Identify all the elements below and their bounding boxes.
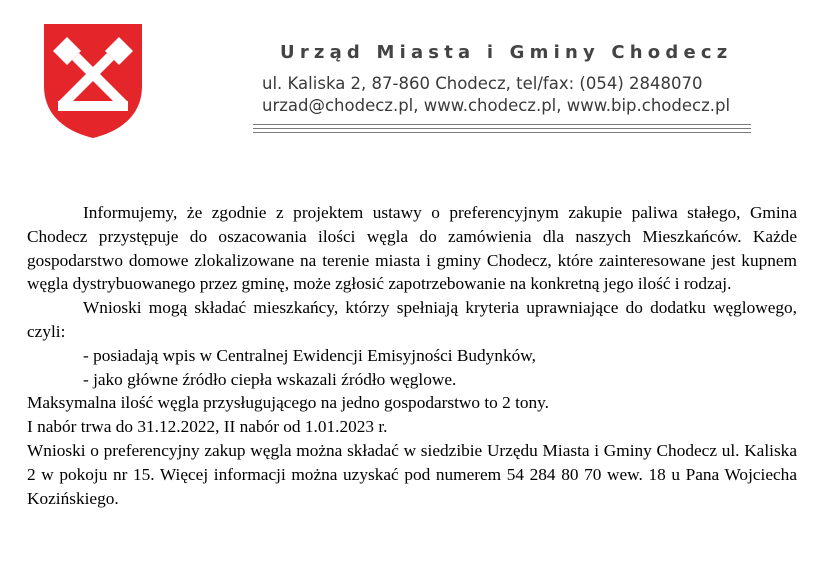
crest-base-bar bbox=[58, 101, 128, 111]
announcement-paragraph: Maksymalna ilość węgla przysługującego na jedno gospodarstwo to 2 tony. bbox=[27, 393, 550, 413]
announcement-paragraph: Wnioski mogą składać mieszkańcy, którzy spełniają kryteria uprawniające do dodatku węglowego, czyli: bbox=[27, 298, 797, 341]
criteria-list-item: - jako główne źródło ciepła wskazali źródło węglowe. bbox=[83, 369, 457, 389]
announcement-paragraph: Informujemy, że zgodnie z projektem ustawy o preferencyjnym zakupie paliwa stałego, Gmina Chodecz przystępuje do oszacowania ilości węgla do zamówienia dla naszych Mieszkańców. Każde gospodarstwo domowe zlokalizowane na terenie miasta i gminy Chodecz, które zainteresowane jest kupnem węgla dystrybuowanego przez gminę, może zgłosić zapotrzebowanie na konkretną jego ilość i rodzaj. bbox=[27, 203, 797, 294]
coat-of-arms-icon bbox=[44, 24, 142, 138]
announcement-paragraph: Wnioski o preferencyjny zakup węgla można składać w siedzibie Urzędu Miasta i Gminy Chodecz ul. Kaliska 2 w pokoju nr 15. Więcej informacji można uzyskać pod numerem 54 284 80 70 wew. 18 u Pana Wojciecha Kozińskiego. bbox=[27, 440, 797, 508]
header-divider bbox=[253, 132, 751, 133]
header-divider bbox=[253, 124, 751, 125]
letterhead bbox=[0, 0, 817, 150]
announcement-body bbox=[27, 201, 797, 510]
office-contact: urzad@chodecz.pl, www.chodecz.pl, www.bip.chodecz.pl bbox=[262, 96, 731, 115]
office-name: Urząd Miasta i Gminy Chodecz bbox=[280, 42, 733, 63]
office-address: ul. Kaliska 2, 87-860 Chodecz, tel/fax: (054) 2848070 bbox=[262, 74, 703, 93]
criteria-list-item: - posiadają wpis w Centralnej Ewidencji Emisyjności Budynków, bbox=[83, 345, 536, 365]
announcement-paragraph: I nabór trwa do 31.12.2022, II nabór od 1.01.2023 r. bbox=[27, 417, 388, 437]
header-divider bbox=[253, 128, 751, 129]
